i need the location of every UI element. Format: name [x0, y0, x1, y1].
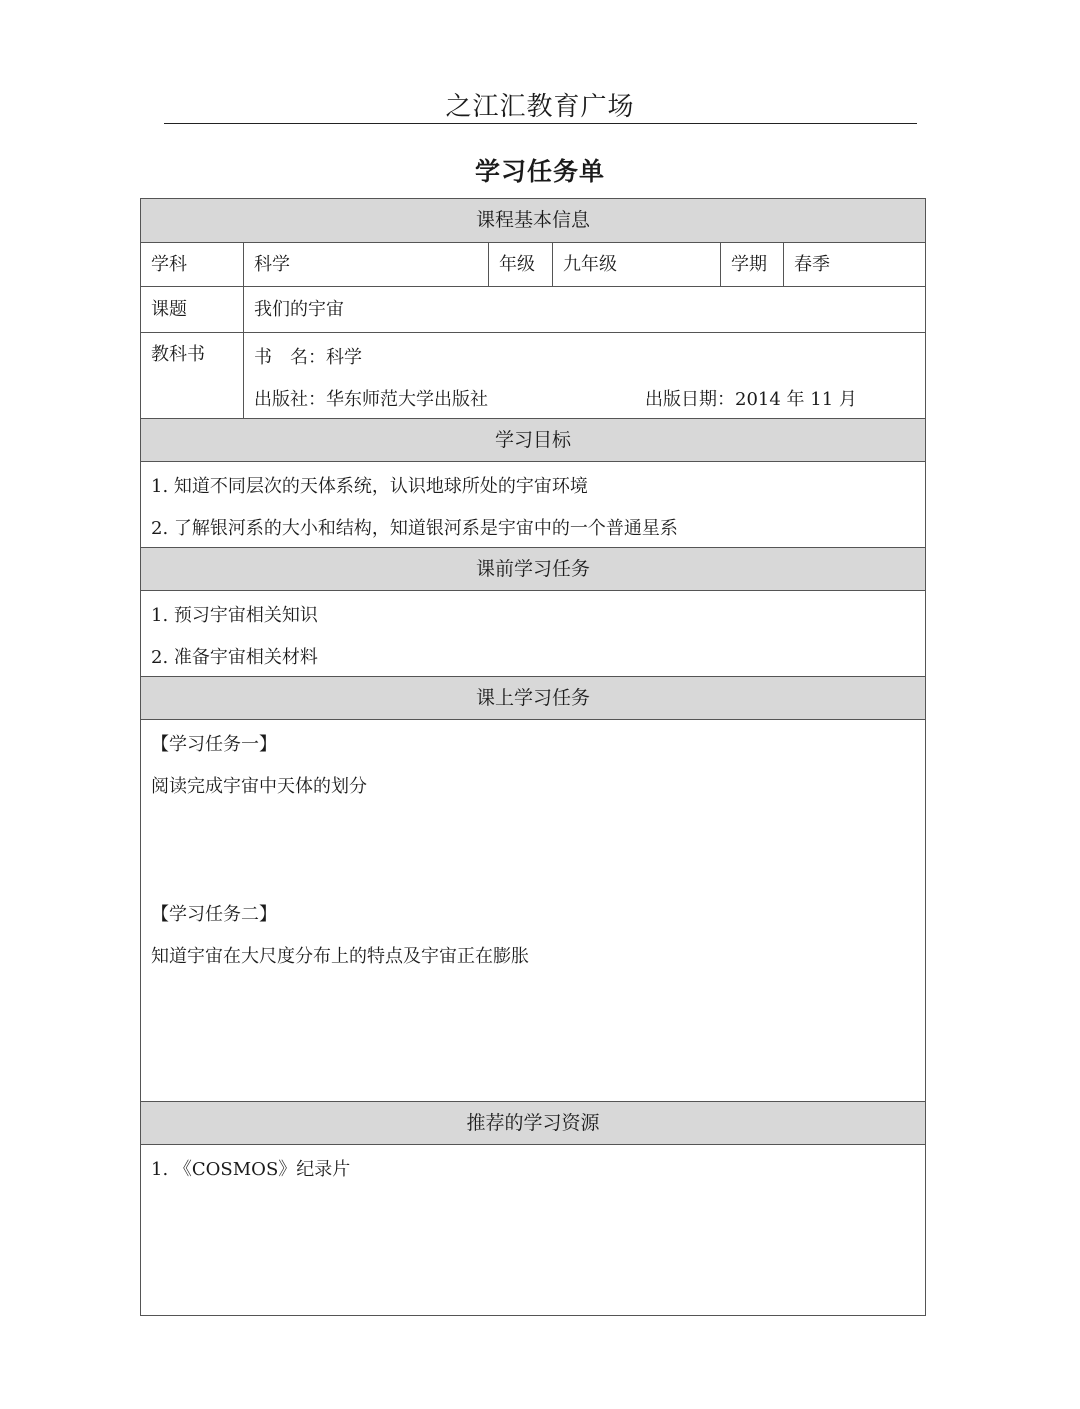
subject-value: 科学	[244, 243, 489, 286]
topic-label: 课题	[141, 287, 244, 332]
pre-class-item: 2. 准备宇宙相关材料	[151, 647, 318, 668]
resources-heading: 推荐的学习资源	[141, 1102, 925, 1145]
subject-row	[141, 243, 925, 287]
site-title: 之江汇教育广场	[445, 92, 635, 122]
objectives-heading: 学习目标	[141, 419, 925, 462]
course-info-heading: 课程基本信息	[141, 199, 925, 243]
topic-row	[141, 287, 925, 333]
grade-value: 九年级	[553, 243, 721, 286]
pre-class-body	[141, 591, 925, 677]
grade-label: 年级	[489, 243, 553, 286]
header-divider	[164, 123, 917, 124]
task1-description: 阅读完成宇宙中天体的划分	[151, 776, 367, 797]
document-title: 学习任务单	[474, 157, 605, 186]
textbook-label: 教科书	[141, 333, 244, 418]
resources-body	[141, 1145, 925, 1315]
objective-item: 2. 了解银河系的大小和结构，知道银河系是宇宙中的一个普通星系	[151, 518, 678, 539]
in-class-heading: 课上学习任务	[141, 677, 925, 720]
objective-item: 1. 知道不同层次的天体系统，认识地球所处的宇宙环境	[151, 476, 588, 497]
task-sheet-table	[140, 198, 926, 1316]
textbook-row	[141, 333, 925, 419]
term-label: 学期	[721, 243, 784, 286]
pre-class-heading: 课前学习任务	[141, 548, 925, 591]
task1-title: 【学习任务一】	[151, 734, 277, 755]
task2-title: 【学习任务二】	[151, 904, 277, 925]
publisher: 出版社：华东师范大学出版社	[254, 389, 488, 410]
term-value: 春季	[794, 254, 830, 275]
subject-label: 学科	[141, 243, 244, 286]
objectives-body	[141, 462, 925, 548]
in-class-body	[141, 720, 925, 1102]
topic-value: 我们的宇宙	[254, 299, 344, 320]
pre-class-item: 1. 预习宇宙相关知识	[151, 605, 318, 626]
task2-description: 知道宇宙在大尺度分布上的特点及宇宙正在膨胀	[151, 946, 529, 967]
resource-item: 1. 《COSMOS》纪录片	[151, 1159, 351, 1180]
book-name: 书 名：科学	[254, 347, 362, 368]
publish-date: 出版日期：2014 年 11 月	[645, 389, 857, 410]
